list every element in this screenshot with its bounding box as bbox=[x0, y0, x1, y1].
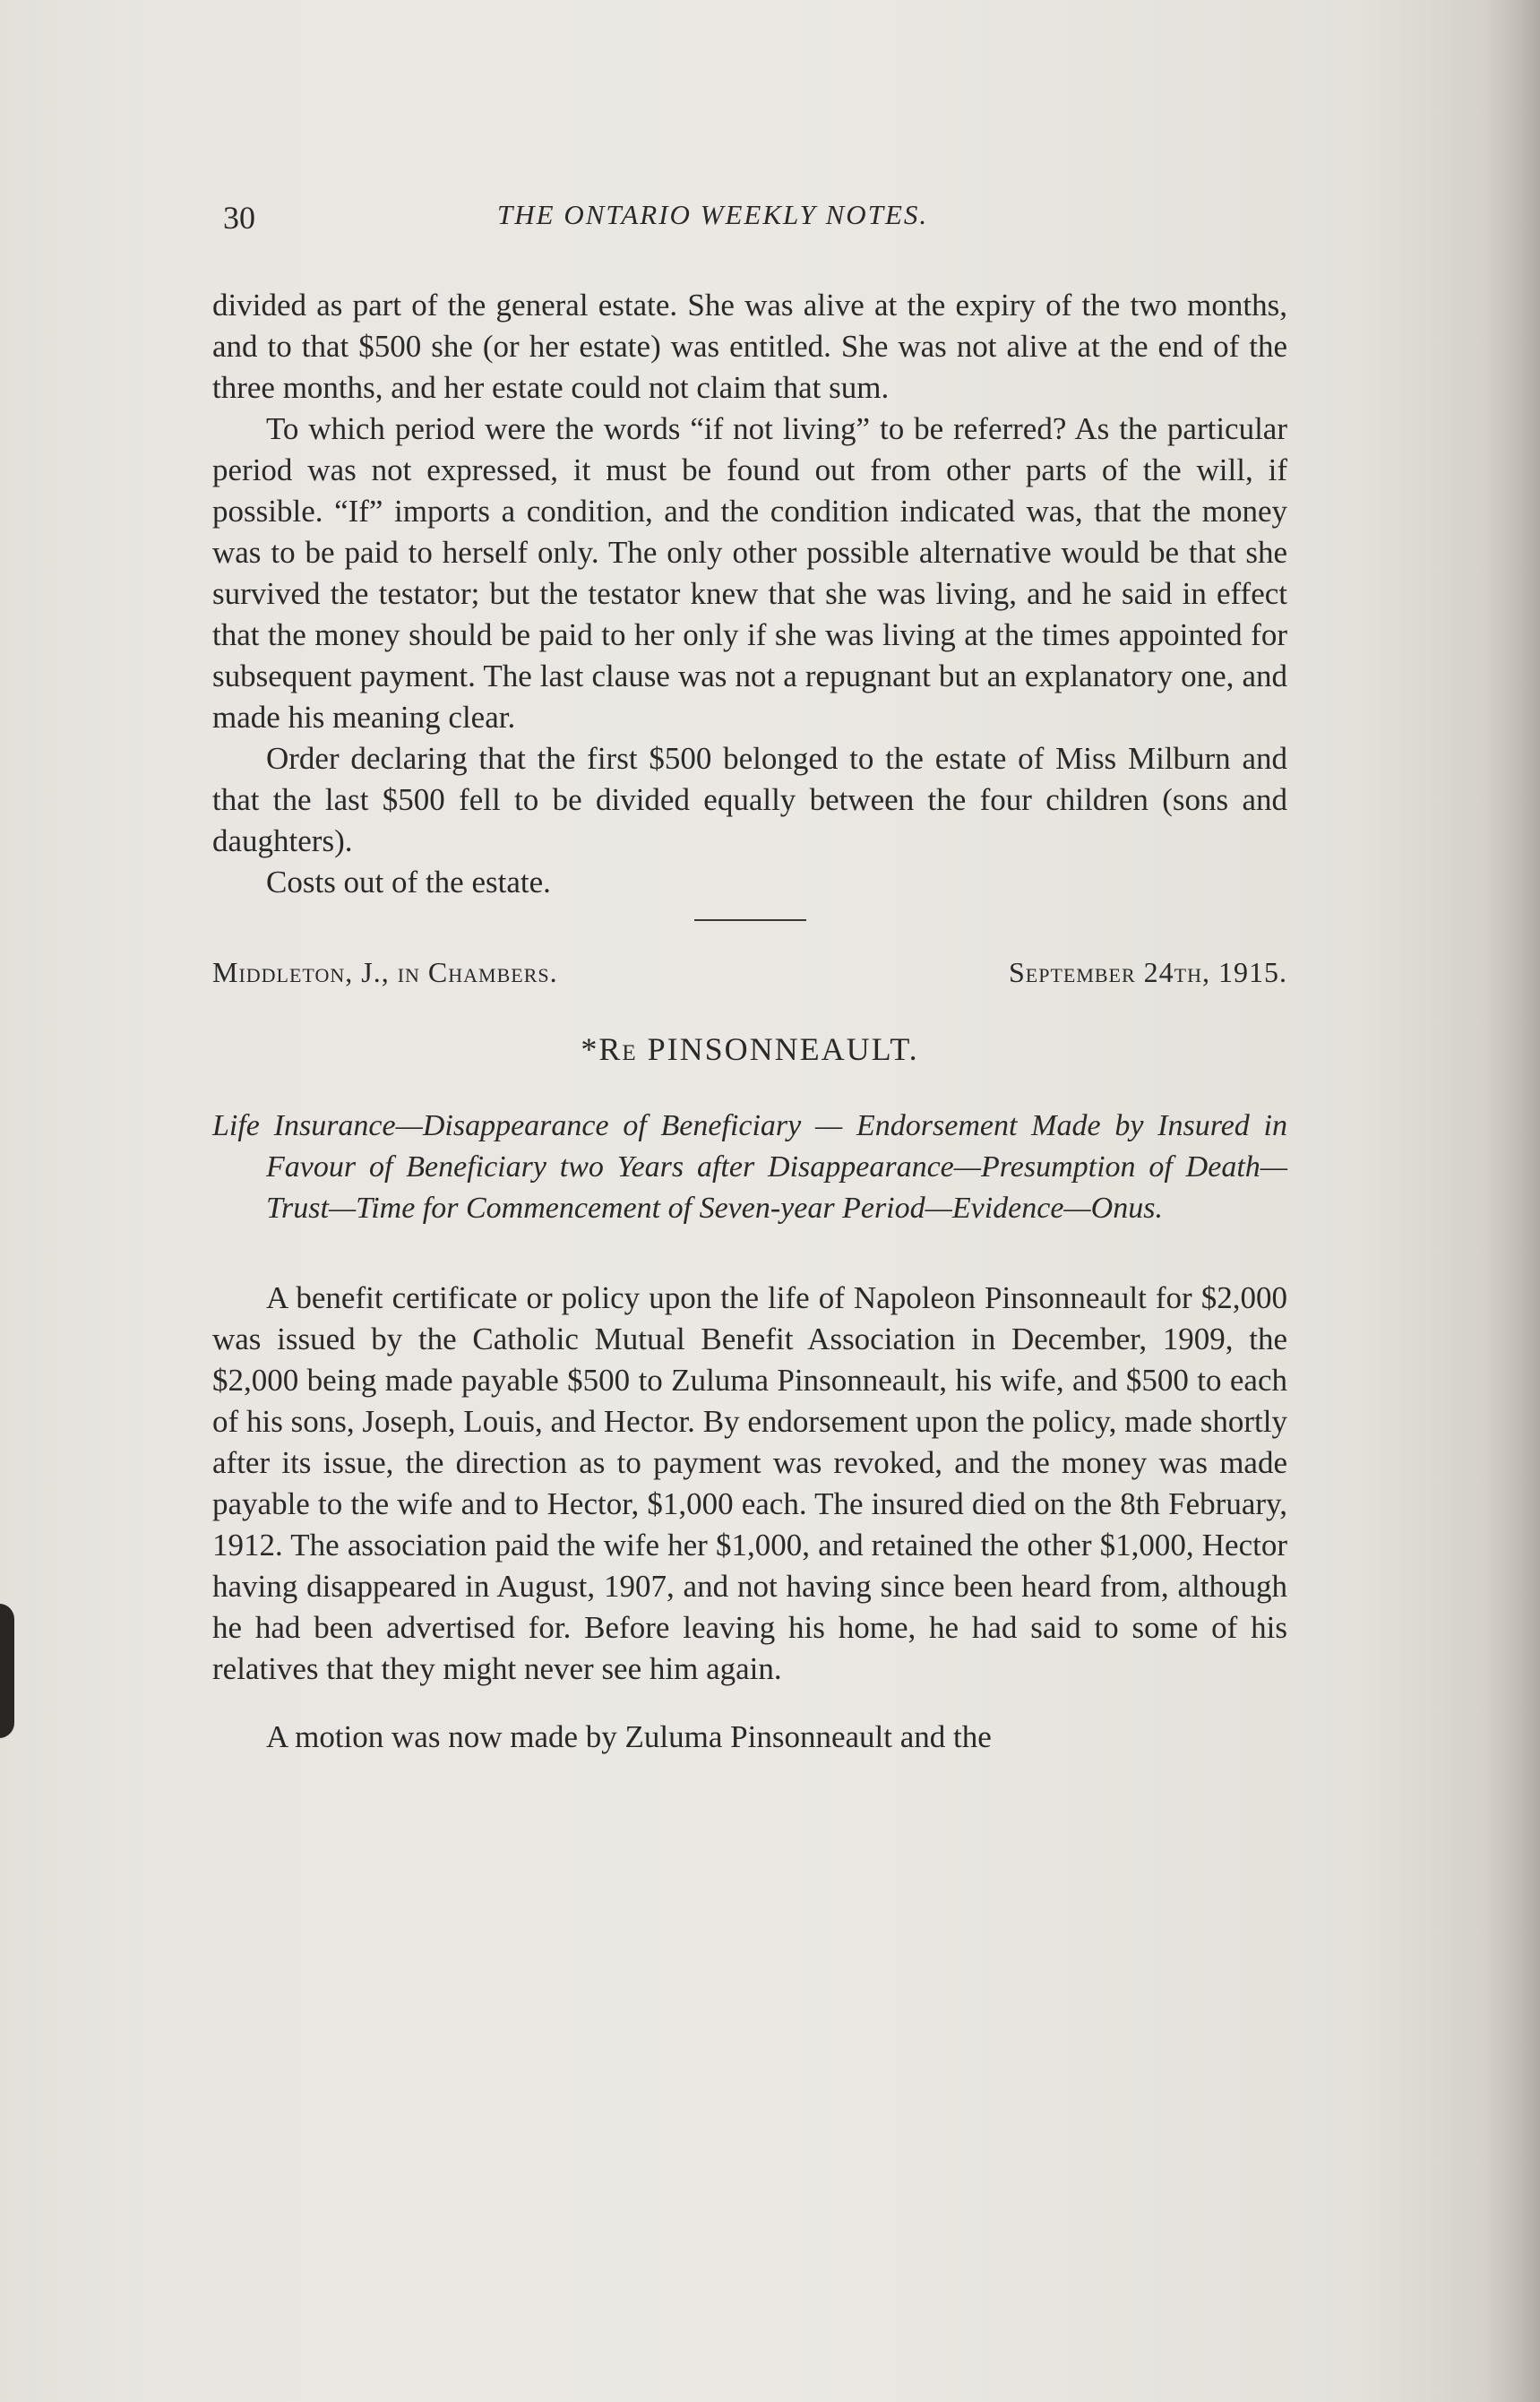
paragraph: Costs out of the estate. bbox=[266, 865, 551, 900]
judge-line: Middleton, J., in Chambers. bbox=[212, 956, 558, 988]
paragraph: A motion was now made by Zuluma Pinsonneault and the bbox=[266, 1719, 992, 1754]
paragraph-continuation: divided as part of the general estate. She was alive at the expiry of the two months, and to that $500 she (or her estate) was entitled. She was not alive at the end of the three months, and her estate could not claim that sum. bbox=[212, 288, 1287, 405]
page-header bbox=[212, 195, 1287, 240]
binding-hole bbox=[0, 1604, 14, 1738]
case-title bbox=[212, 1029, 1287, 1070]
case-headnote: Life Insurance—Disappearance of Beneficiary — Endorsement Made by Insured in Favour of Beneficiary two Years after Disappearance—Presumption of Death—Trust—Time for Commencement of Seven-year Period—Evidence—Onus. bbox=[212, 1109, 1287, 1225]
paragraph-gap bbox=[212, 1690, 1287, 1717]
paragraph: Order declaring that the first $500 belonged to the estate of Miss Milburn and that the last $500 fell to be divided equally between the four children (sons and daughters). bbox=[212, 741, 1287, 858]
page-body bbox=[212, 285, 1287, 1758]
case-title-prefix: *Re bbox=[581, 1031, 638, 1067]
paragraph: To which period were the words “if not living” to be referred? As the particular period was not expressed, it must be found out from other parts of the will, if possible. “If” imports a condition, and the condition indicated was, that the money was to be paid to herself only. The only other possible alternative would be that she survived the testator; but the testator knew that she was living, and he said in effect that the money should be paid to her only if she was living at the times appointed for subsequent payment. The last clause was not a repugnant but an explanatory one, and made his meaning clear. bbox=[212, 411, 1287, 735]
running-title: THE ONTARIO WEEKLY NOTES. bbox=[497, 199, 929, 230]
case-title-name: PINSONNEAULT. bbox=[647, 1031, 919, 1067]
date-line: September 24th, 1915. bbox=[1008, 956, 1287, 988]
section-divider bbox=[694, 919, 806, 921]
case-line bbox=[212, 951, 1287, 993]
gutter-shadow bbox=[1486, 0, 1540, 2402]
paragraph: A benefit certificate or policy upon the life of Napoleon Pinsonneault for $2,000 was issued by the Catholic Mutual Benefit Association in December, 1909, the $2,000 being made payable $500 to Zuluma Pinsonneault, his wife, and $500 to each of his sons, Joseph, Louis, and Hector. By endorsement upon the policy, made shortly after its issue, the direction as to payment was revoked, and the money was made payable to the wife and to Hector, $1,000 each. The insured died on the 8th February, 1912. The association paid the wife her $1,000, and retained the other $1,000, Hector having disappeared in August, 1907, and not having since been heard from, although he had been advertised for. Before leaving his home, he had said to some of his relatives that they might never see him again. bbox=[212, 1280, 1287, 1686]
page-number: 30 bbox=[223, 200, 255, 236]
